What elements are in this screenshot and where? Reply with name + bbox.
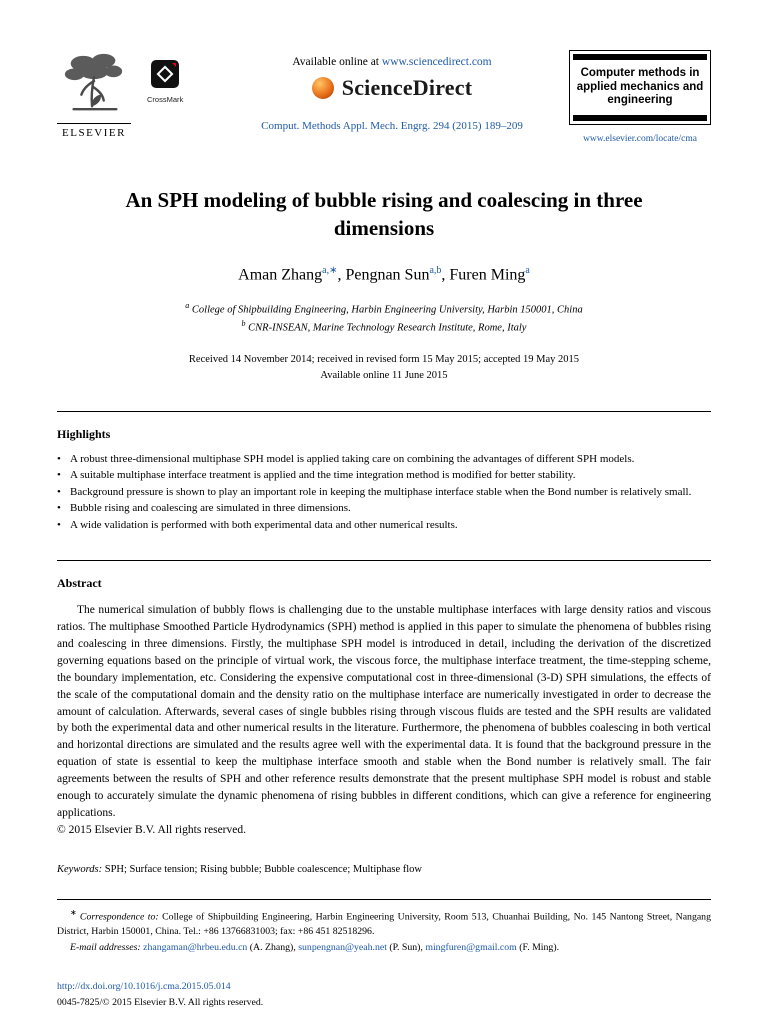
correspondence-marker: ∗ [70,907,80,917]
journal-homepage-link[interactable]: www.elsevier.com/locate/cma [583,133,697,144]
author-name: Furen Ming [449,266,526,284]
highlight-text: A wide validation is performed with both experimental data and other numerical results. [70,518,458,531]
author-name: Pengnan Sun [345,266,430,284]
email-link[interactable]: zhangaman@hrbeu.edu.cn [143,942,248,954]
email-owner: (A. Zhang), [247,942,299,954]
author-affiliation-sup[interactable]: a [525,265,530,277]
highlight-item [57,467,711,484]
highlight-item [57,484,711,501]
highlights-heading: Highlights [57,426,111,441]
affiliation-line [57,318,711,337]
highlight-text: Background pressure is shown to play an important role in keeping the multiphase interface stable when the Bond number is relatively small. [70,485,692,498]
highlights-list [57,451,711,534]
email-link[interactable]: sunpengnan@yeah.net [298,942,387,954]
author-separator: , [337,266,346,284]
bullet-icon: • [57,485,61,498]
author-separator: , [441,266,450,284]
sciencedirect-orb-icon [312,77,334,99]
journal-cover-thumbnail [569,50,711,125]
bullet-icon: • [57,469,61,482]
abstract-text: The numerical simulation of bubbly flows is challenging due to the unstable multiphase interfaces with large density ratios and viscous ratios. The multiphase Smoothed Particle Hydrodynamics (SPH) method is applied in this paper to simulate the phenomena of bubbles rising and coalescing in three dimensions. Firstly, the multiphase SPH model is introduced in detail, including the derivation of the discretized governing equations based on the principle of virtual work, the viscous force, the multiphase interface treatment, the time-stepping scheme, the boundary implementation, etc. Considering the expensive computational cost in three-dimensional (3-D) SPH simulations, the effects of the scale of the computational domain and the density ratio on the multiphase interface are numerically investigated in order to decrease the amount of calculation. Afterwards, several cases of single bubbles rising through viscous fluids are tested and the SPH results are validated by both the experimental data and other numerical results in the literature. Furthermore, the phenomena of bubbles coalescing in both vertical and horizontal directions are simulated and the results agree well with the experimental data. It is found that the background pressure in the equation of state is essential to keep the multiphase interface smooth and stable when the Bond number is relatively small. The fair agreements between the results of SPH and other reference results demonstrate that the present multiphase SPH model is robust and stable enough to accurately simulate the dynamic phenomena of rising bubbles in different conditions, which can give a reference for engineering applications. [57,604,711,819]
keywords-line [57,864,711,875]
author-line [57,265,711,284]
bullet-icon: • [57,502,61,515]
footnote-divider [57,899,711,900]
author-affiliation-sup[interactable]: a,∗ [322,265,338,277]
author-name: Aman Zhang [238,266,323,284]
correspondence-text [57,907,714,940]
email-owner: (F. Ming). [516,942,560,954]
highlight-item [57,517,711,534]
available-online-line [215,56,569,68]
elsevier-wordmark: ELSEVIER [57,123,131,139]
available-online-label: Available online at [292,56,382,68]
sciencedirect-wordmark: ScienceDirect [341,75,473,100]
affiliation-sup: b [241,319,246,329]
issn-copyright-line: 0045-7825/© 2015 Elsevier B.V. All rights reserved. [57,997,264,1009]
highlight-item [57,500,711,517]
affiliation-sup: a [185,300,190,310]
journal-cover-title: Computer methods in applied mechanics and engineering [573,54,707,121]
masthead-left [57,50,215,139]
correspondence-label: Correspondence to: [79,910,159,922]
doi-link[interactable]: http://dx.doi.org/10.1016/j.cma.2015.05.014 [57,981,231,993]
affiliation-text: CNR-INSEAN, Marine Technology Research Institute, Rome, Italy [245,322,527,334]
sciencedirect-logo [312,75,472,101]
abstract-body [57,602,711,838]
keywords-text: SPH; Surface tension; Rising bubble; Bubble coalescence; Multiphase flow [102,863,423,875]
journal-citation-link[interactable]: Comput. Methods Appl. Mech. Engrg. 294 (2015) 189–209 [261,120,523,132]
highlight-text: A suitable multiphase interface treatment is applied and the time integration method is modified for better stability. [70,469,576,482]
bullet-icon: • [57,518,61,531]
highlight-text: Bubble rising and coalescing are simulated in three dimensions. [70,502,351,515]
section-divider [57,560,711,561]
affiliation-text: College of Shipbuilding Engineering, Harbin Engineering University, Harbin 150001, China [189,304,583,316]
section-divider [57,411,711,412]
email-owner: (P. Sun), [386,942,426,954]
received-line: Received 14 November 2014; received in revised form 15 May 2015; accepted 19 May 2015 [188,354,580,366]
crossmark-badge[interactable] [147,60,183,104]
affiliations [57,300,711,338]
masthead-right [569,50,711,144]
keywords-label: Keywords: [57,863,103,875]
article-history [57,352,711,384]
elsevier-logo [57,50,131,139]
page-footer [57,979,711,1010]
affiliation-line [57,300,711,319]
abstract-copyright: © 2015 Elsevier B.V. All rights reserved. [57,823,246,836]
author-affiliation-sup[interactable]: a,b [429,265,442,277]
highlight-item [57,451,711,468]
highlight-text: A robust three-dimensional multiphase SPH model is applied taking care on combining the advantages of different SPH models. [70,452,635,465]
email-link[interactable]: mingfuren@gmail.com [425,942,517,954]
abstract-heading: Abstract [57,576,102,591]
sciencedirect-url-link[interactable]: www.sciencedirect.com [381,56,492,68]
crossmark-icon [151,60,179,88]
email-label: E-mail addresses: [70,942,144,954]
crossmark-label: CrossMark [147,95,184,104]
masthead-center [215,50,569,132]
correspondence-details: College of Shipbuilding Engineering, Harbin Engineering University, Room 513, Chuanhai Building, No. 145 Nantong Street, Nangang District, Harbin 150001, China. Tel.: +86 13766831003; fax: +86 451 82518296. [57,910,714,938]
page-title: An SPH modeling of bubble rising and coalescing in three dimensions [125,187,643,241]
bullet-icon: • [57,452,61,465]
masthead [57,50,711,144]
correspondence-footnote [57,907,714,956]
email-addresses-line [57,940,711,955]
elsevier-tree-icon [59,50,129,116]
available-online-date: Available online 11 June 2015 [320,369,448,381]
